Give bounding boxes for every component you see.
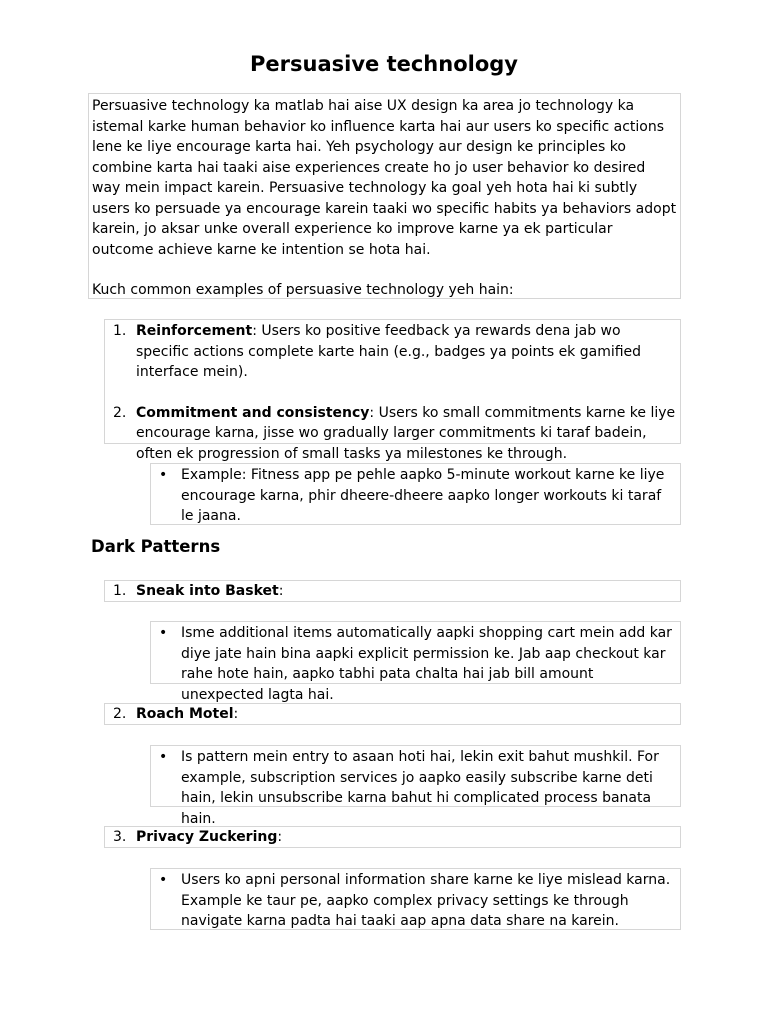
dark-pattern-bullet-box bbox=[150, 868, 681, 930]
bullet-glyph: • bbox=[159, 625, 168, 641]
bullet-glyph: • bbox=[159, 749, 168, 765]
dark-pattern-item bbox=[104, 580, 681, 602]
bullet-text: Users ko apni personal information share karne ke liye mislead karna. Example ke taur pe, aapko complex privacy settings ke through navigate karna padta hai taaki aap apna data share na karein. bbox=[181, 872, 671, 929]
list-term: Sneak into Basket bbox=[136, 583, 279, 599]
list-term: Reinforcement bbox=[136, 323, 253, 339]
bullet-text: Isme additional items automatically aapki shopping cart mein add kar diye jate hain bina aapki explicit permission ke. Jab aap checkout kar rahe hote hain, aapko tabhi pata chalta hai jab bill amount unexpected lagta hai. bbox=[181, 625, 672, 703]
list-item bbox=[105, 321, 680, 383]
dark-pattern-item bbox=[104, 826, 681, 848]
list-term: Privacy Zuckering bbox=[136, 829, 278, 845]
dark-pattern-bullet-box bbox=[150, 745, 681, 827]
list-item bbox=[105, 581, 680, 602]
list-item bbox=[105, 827, 680, 848]
list-suffix: : bbox=[277, 829, 283, 845]
list-suffix: : bbox=[278, 583, 284, 599]
intro-examples-lead: Kuch common examples of persuasive technology yeh hain: bbox=[92, 282, 514, 298]
list-term: Roach Motel bbox=[136, 706, 234, 722]
examples-list bbox=[104, 319, 681, 462]
list-term: Commitment and consistency bbox=[136, 404, 370, 421]
bullet-glyph: • bbox=[159, 467, 168, 483]
bullet-text: Is pattern mein entry to asaan hoti hai, lekin exit bahut mushkil. For example, subscription services jo aapko easily subscribe karne deti hain, lekin unsubscribe karna bahut hi complicated process banata hain. bbox=[181, 749, 659, 827]
list-text: : Users ko positive feedback ya rewards dena jab wo specific actions complete karte hain (e.g., badges ya points ek gamified interface mein). bbox=[136, 323, 642, 380]
list-number: 1. bbox=[113, 323, 127, 339]
list-item bbox=[105, 704, 680, 725]
bullet-glyph: • bbox=[159, 872, 168, 888]
example-bullet-box bbox=[150, 463, 681, 525]
dark-pattern-item bbox=[104, 703, 681, 725]
intro-block bbox=[88, 93, 681, 299]
list-number: 1. bbox=[113, 583, 127, 599]
bullet-text: Example: Fitness app pe pehle aapko 5-minute workout karne ke liye encourage karna, phir dheere-dheere aapko longer workouts ki taraf le jaana. bbox=[181, 467, 665, 524]
list-number: 3. bbox=[113, 829, 127, 845]
list-number: 2. bbox=[113, 706, 127, 722]
dark-pattern-bullet-box bbox=[150, 621, 681, 703]
list-suffix: : bbox=[233, 706, 239, 722]
list-number: 2. bbox=[113, 404, 127, 421]
section-heading: Dark Patterns bbox=[91, 537, 221, 556]
intro-paragraph: Persuasive technology ka matlab hai aise UX design ka area jo technology ka istemal karke human behavior ko influence karta hai aur users ko specific actions lene ke liye encourage karta hai. Yeh psychology aur design ke principles ko combine karta hai taaki aise experiences create ho jo user behavior ko desired way mein impact karein. Persuasive technology ka goal yeh hota hai ki subtly users ko persuade ya encourage karein taaki wo specific habits ya behaviors adopt karein, jo aksar unke overall experience ko improve karne ya ek particular outcome achieve karne ke intention se hota hai. bbox=[92, 98, 677, 258]
list-text: : Users ko small commitments karne ke liye encourage karna, jisse wo gradually larger commitments ki taraf badein, often ek progression of small tasks ya milestones ke through. bbox=[136, 404, 676, 462]
list-item bbox=[105, 403, 680, 465]
page-title: Persuasive technology bbox=[250, 52, 518, 76]
